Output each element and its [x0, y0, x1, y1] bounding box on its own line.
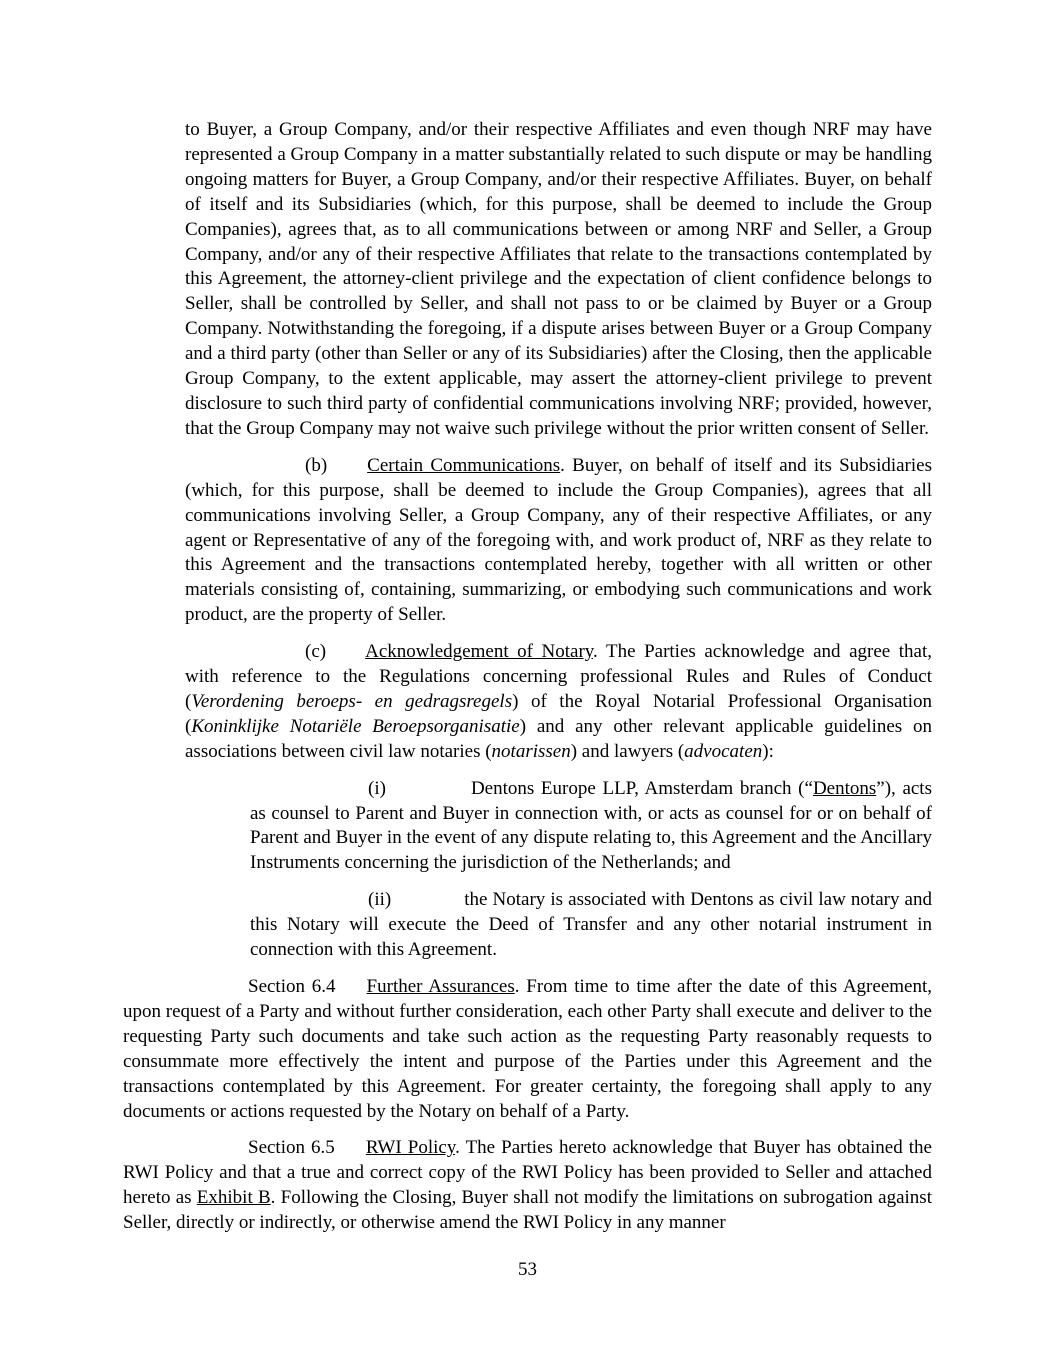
dutch-term-advocaten: advocaten	[684, 740, 763, 762]
clause-body: the Notary is associated with Dentons as civil law notary and this Notary will execute the Deed of Transfer and any other notarial instrument in connection with this Agreement.	[250, 889, 932, 961]
paragraph-continuation	[185, 118, 932, 442]
section-body: . From time to time after the date of this Agreement, upon request of a Party and without further consideration, each other Party shall execute and deliver to the requesting Party such documents and take such action as the requesting Party reasonably requests to consummate more effectively the intent and purpose of the Parties under this Agreement and the transactions contemplated by this Agreement. For greater certainty, the foregoing shall apply to any documents or actions requested by the Notary on behalf of a Party.	[123, 976, 932, 1122]
defined-term-dentons: Dentons	[812, 777, 877, 799]
section-label: Section 6.5	[248, 1137, 335, 1159]
clause-b	[185, 454, 932, 628]
paragraph-text: to Buyer, a Group Company, and/or their respective Affiliates and even though NRF may have represented a Group Company in a matter substantially related to such dispute or may be handling ongoing matters for Buyer, a Group Company, and/or their respective Affiliates. Buyer, on behalf of itself and its Subsidiaries (which, for this purpose, shall be deemed to include the Group Companies), agrees that, as to all communications between or among NRF and Seller, a Group Company, and/or any of their respective Affiliates that relate to the transactions contemplated by this Agreement, the attorney-client privilege and the expectation of client confidence belongs to Seller, shall be controlled by Seller, and shall not pass to or be claimed by Buyer or a Group Company. Notwithstanding the foregoing, if a dispute arises between Buyer or a Group Company and a third party (other than Seller or any of its Subsidiaries) after the Closing, then the applicable Group Company, to the extent applicable, may assert the attorney-client privilege to prevent disclosure to such third party of confidential communications involving NRF; provided, however, that the Group Company may not waive such privilege without the prior written consent of Seller.	[185, 119, 932, 439]
clause-body: . The Parties acknowledge and agree that, with reference to the Regulations concerning professional Rules and Rules of Conduct (	[185, 641, 932, 712]
clause-body: ):	[762, 740, 774, 762]
clause-heading: Acknowledgement of Notary	[365, 641, 594, 663]
clause-body: ”), acts as counsel to Parent and Buyer in connection with, or acts as counsel for or on behalf of Parent and Buyer in the event of any dispute relating to, this Agreement and the Ancillary Instruments concerning the jurisdiction of the Netherlands; and	[250, 777, 932, 874]
dutch-term-notarissen: notarissen	[491, 740, 571, 762]
clause-label: (c)	[305, 641, 327, 663]
section-body: . Following the Closing, Buyer shall not modify the limitations on subrogation against Seller, directly or indirectly, or otherwise amend the RWI Policy in any manner	[123, 1187, 932, 1234]
clause-ii	[250, 888, 932, 963]
exhibit-b-reference: Exhibit B	[196, 1187, 271, 1209]
section-heading: Further Assurances	[366, 976, 515, 997]
section-6-4	[123, 975, 932, 1124]
clause-i	[250, 777, 932, 877]
section-heading: RWI Policy	[365, 1137, 456, 1159]
section-6-5	[123, 1136, 932, 1236]
clause-body: ) of the Royal Notarial Professional Organisation (	[185, 690, 932, 737]
section-label: Section 6.4	[248, 976, 336, 997]
clause-heading: Certain Communications	[367, 454, 561, 476]
dutch-term-verordening: Verordening beroeps- en gedragsregels	[191, 690, 513, 712]
clause-body: . Buyer, on behalf of itself and its Subsidiaries (which, for this purpose, shall be deemed to include the Group Companies), agrees that all communications involving Seller, a Group Company, any of their respective Affiliates, or any agent or Representative of any of the foregoing with, and work product of, NRF as they relate to this Agreement and the transactions contemplated hereby, together with all written or other materials consisting of, containing, summarizing, or embodying such communications and work product, are the property of Seller.	[185, 454, 932, 626]
clause-body: ) and lawyers (	[570, 740, 685, 762]
clause-label: (b)	[305, 454, 328, 476]
clause-body: Dentons Europe LLP, Amsterdam branch (“	[470, 777, 813, 799]
page-number: 53	[518, 1259, 537, 1280]
section-body: . The Parties hereto acknowledge that Buyer has obtained the RWI Policy and that a true and correct copy of the RWI Policy has been provided to Seller and attached hereto as	[123, 1137, 932, 1209]
clause-c	[185, 640, 932, 765]
clause-label: (i)	[368, 777, 386, 799]
dutch-term-koninklijke: Koninklijke Notariële Beroepsorganisatie	[191, 715, 520, 737]
clause-label: (ii)	[368, 889, 392, 911]
clause-body: ) and any other relevant applicable guidelines on associations between civil law notaries (	[185, 715, 932, 762]
